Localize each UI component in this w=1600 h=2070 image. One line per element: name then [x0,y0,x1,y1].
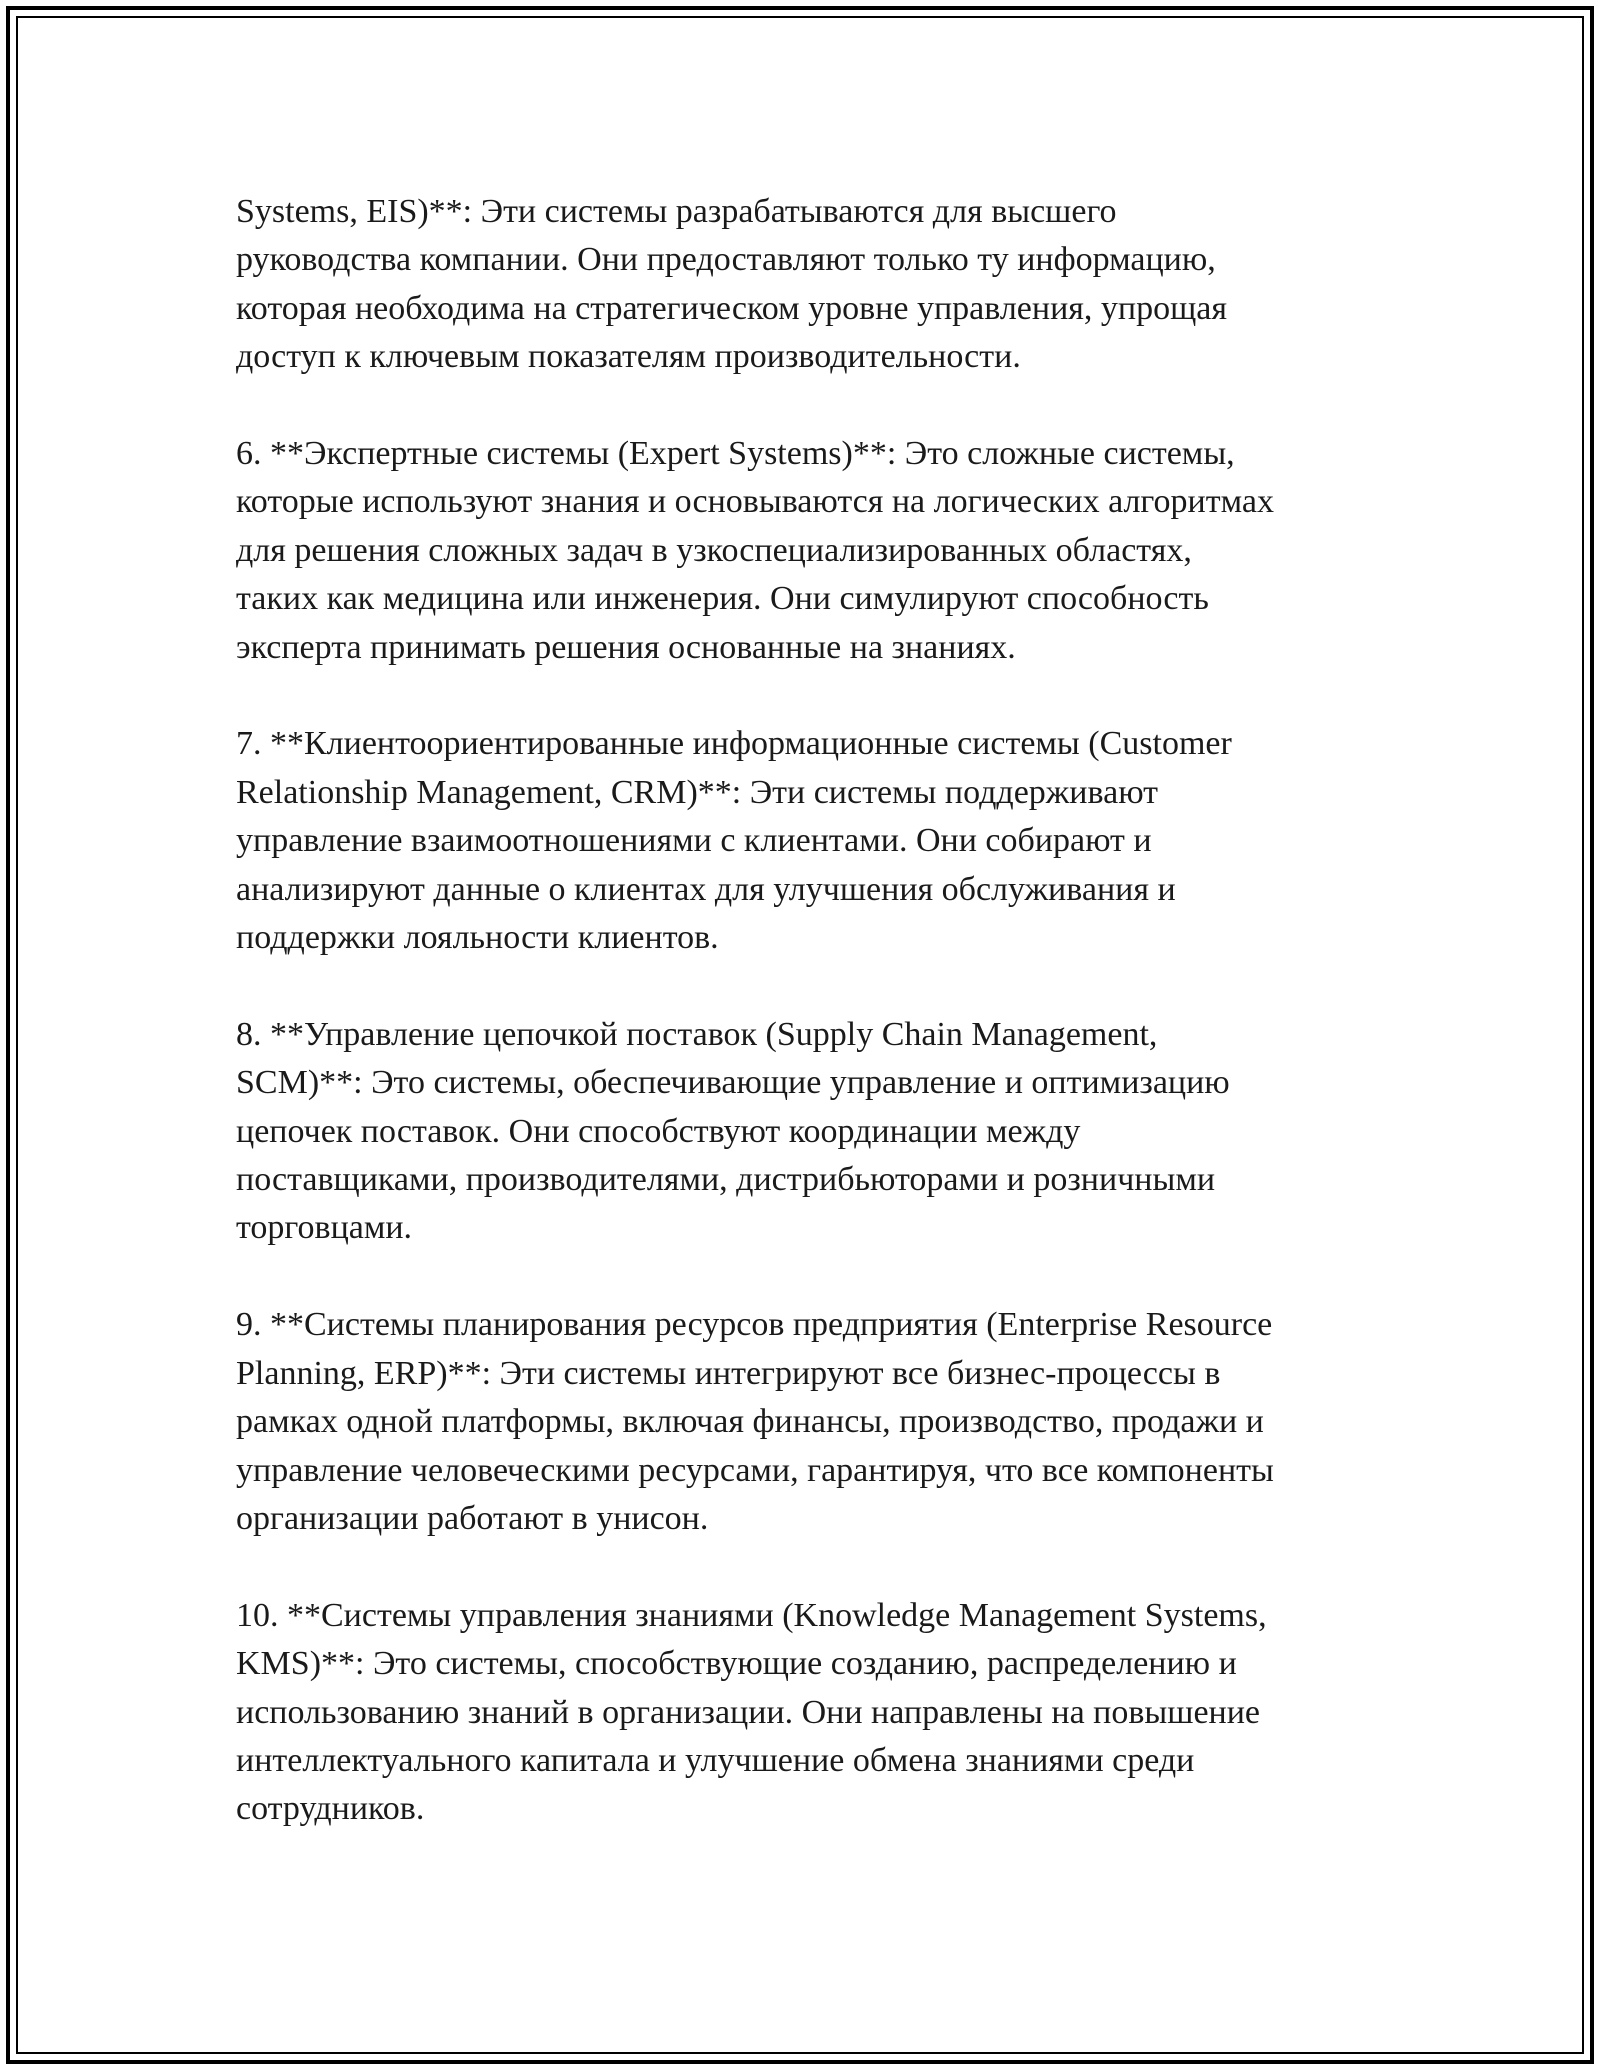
text-line: руководства компании. Они предоставляют только ту информацию, [236,241,1216,279]
text-line: 6. **Экспертные системы (Expert Systems)**: Это сложные системы, [236,435,1235,473]
paragraph-kms [236,1592,1436,1834]
text-line: таких как медицина или инженерия. Они симулируют способность [236,580,1209,618]
text-line: цепочек поставок. Они способствуют координации между [236,1112,1081,1150]
text-line: торговцами. [236,1209,413,1247]
text-line: 9. **Системы планирования ресурсов предприятия (Enterprise Resource [236,1306,1273,1344]
text-line: которые используют знания и основываются на логических алгоритмах [236,483,1274,521]
text-line: 10. **Системы управления знаниями (Knowledge Management Systems, [236,1596,1267,1634]
paragraph-expert-systems [236,430,1436,672]
text-line: которая необходима на стратегическом уровне управления, упрощая [236,289,1228,327]
paragraph-erp [236,1301,1436,1543]
text-line: для решения сложных задач в узкоспециализированных областях, [236,531,1192,569]
text-line: поставщиками, производителями, дистрибьюторами и розничными [236,1161,1216,1199]
text-line: использованию знаний в организации. Они направлены на повышение [236,1693,1261,1731]
text-line: поддержки лояльности клиентов. [236,919,719,957]
text-line: 7. **Клиентоориентированные информационные системы (Customer [236,725,1232,763]
paragraph-eis-continuation [236,188,1436,382]
text-line: организации работают в унисон. [236,1499,709,1537]
text-line: интеллектуального капитала и улучшение обмена знаниями среди [236,1741,1195,1779]
text-line: управление человеческими ресурсами, гарантируя, что все компоненты [236,1451,1274,1489]
text-line: управление взаимоотношениями с клиентами. Они собирают и [236,822,1152,860]
text-line: эксперта принимать решения основанные на знаниях. [236,628,1016,666]
text-line: Relationship Management, CRM)**: Эти системы поддерживают [236,773,1159,811]
text-line: 8. **Управление цепочкой поставок (Supply Chain Management, [236,1015,1158,1053]
text-line: сотрудников. [236,1790,425,1828]
paragraph-crm [236,720,1436,962]
paragraph-scm [236,1011,1436,1253]
document-body [236,188,1436,1882]
text-line: Planning, ERP)**: Эти системы интегрируют все бизнес-процессы в [236,1354,1221,1392]
text-line: Systems, EIS)**: Эти системы разрабатываются для высшего [236,193,1117,230]
text-line: доступ к ключевым показателям производительности. [236,338,1021,376]
text-line: рамках одной платформы, включая финансы, производство, продажи и [236,1403,1264,1441]
text-line: KMS)**: Это системы, способствующие созданию, распределению и [236,1645,1237,1683]
text-line: анализируют данные о клиентах для улучшения обслуживания и [236,870,1176,908]
text-line: SCM)**: Это системы, обеспечивающие управление и оптимизацию [236,1064,1230,1102]
